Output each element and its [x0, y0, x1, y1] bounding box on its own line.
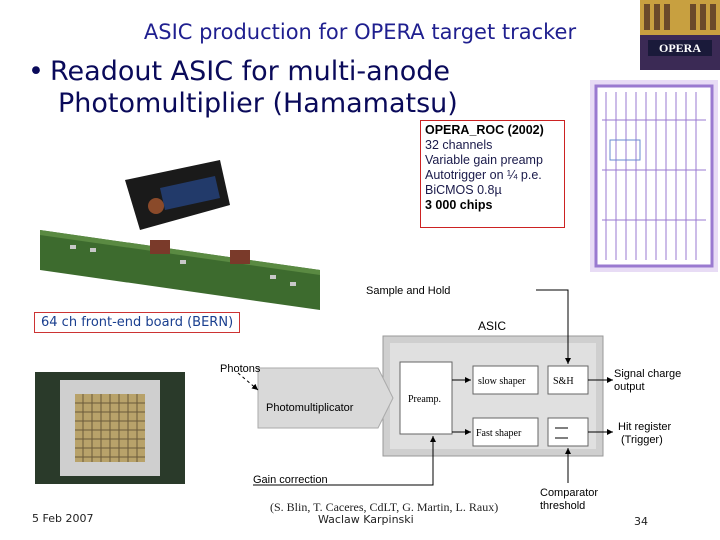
label-sh: S&H [553, 376, 574, 387]
page-number: 34 [634, 515, 648, 528]
label-hit-register: Hit register [618, 421, 672, 433]
roc-title: OPERA_ROC (2002) [425, 123, 544, 137]
label-preamp: Preamp. [408, 394, 442, 405]
bullet-line1: Readout ASIC for multi-anode [50, 56, 451, 87]
label-signal-output: output [614, 381, 645, 393]
logo-text: OPERA [659, 41, 701, 55]
label-slow-shaper: slow shaper [478, 376, 526, 387]
label-photomultiplier: Photomultiplicator [266, 402, 354, 414]
label-photons: Photons [220, 363, 261, 375]
photomultiplier-photo [35, 372, 185, 484]
label-gain-correction: Gain correction [253, 474, 328, 486]
roc-description-box [420, 120, 565, 228]
slide-title: ASIC production for OPERA target tracker [143, 20, 577, 44]
footer-credits: (S. Blin, T. Caceres, CdLT, G. Martin, L. Raux) [270, 500, 499, 514]
roc-chips: 3 000 chips [425, 198, 493, 212]
label-asic: ASIC [478, 319, 507, 333]
roc-line-process: BiCMOS 0.8µ [425, 183, 502, 197]
footer-date: 5 Feb 2007 [32, 512, 94, 525]
label-fast-shaper: Fast shaper [476, 428, 522, 439]
label-signal-charge: Signal charge [614, 368, 682, 380]
asic-block-diagram [218, 278, 688, 514]
label-threshold: threshold [540, 500, 586, 512]
footer-author: Waclaw Karpinski [318, 513, 414, 526]
opera-logo [640, 0, 720, 70]
roc-line-preamp: Variable gain preamp [425, 153, 543, 167]
roc-line-channels: 32 channels [425, 138, 493, 152]
bullet-line2: Photomultiplier (Hamamatsu) [58, 88, 458, 119]
bullet-point [28, 56, 458, 120]
label-comparator: Comparator [540, 487, 599, 499]
label-trigger: (Trigger) [621, 434, 663, 446]
label-sample-hold: Sample and Hold [366, 285, 451, 297]
chip-layout-image [590, 80, 718, 272]
roc-line-autotrigger: Autotrigger on ¼ p.e. [425, 168, 542, 182]
bullet-symbol: • [28, 56, 44, 87]
pcb-label: 64 ch front-end board (BERN) [34, 312, 240, 333]
